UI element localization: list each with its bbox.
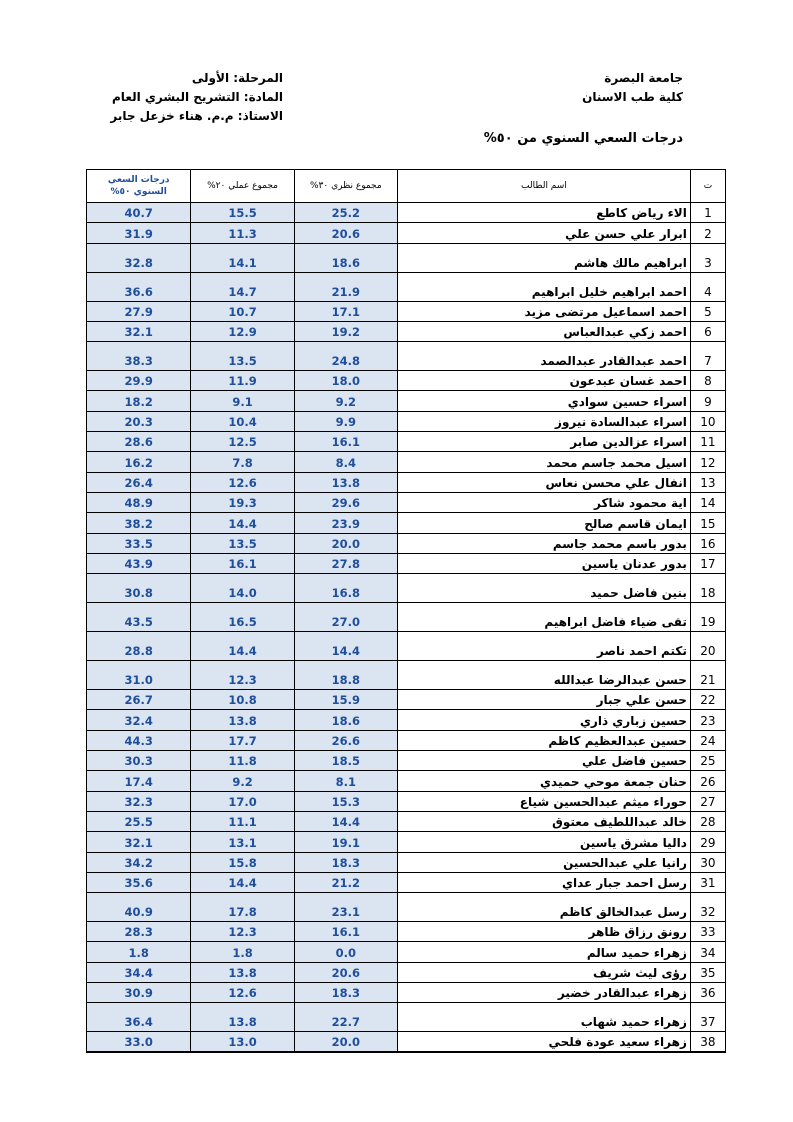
cell-theory-score: 0.0 (294, 942, 397, 962)
cell-practical-score: 14.7 (191, 272, 294, 301)
cell-practical-score: 14.4 (191, 513, 294, 533)
cell-student-no: 22 (690, 690, 725, 710)
table-row (87, 983, 726, 1003)
cell-student-no: 29 (690, 832, 725, 852)
cell-student-no: 5 (690, 301, 725, 321)
cell-student-name: زهراء حميد سالم (397, 942, 690, 962)
cell-practical-score: 13.8 (191, 962, 294, 982)
cell-student-name: احمد غسان عبدعون (397, 371, 690, 391)
cell-practical-score: 13.5 (191, 342, 294, 371)
table-row (87, 492, 726, 512)
cell-theory-score: 16.1 (294, 922, 397, 942)
cell-student-name: احمد زكي عبدالعباس (397, 321, 690, 341)
cell-student-no: 4 (690, 272, 725, 301)
cell-student-no: 33 (690, 922, 725, 942)
subject-label: المادة: التشريح البشري العام (112, 90, 283, 104)
cell-theory-score: 13.8 (294, 472, 397, 492)
table-header-row (87, 170, 726, 203)
cell-student-name: الاء رياض كاطع (397, 203, 690, 223)
table-row (87, 893, 726, 922)
cell-student-name: حسن علي جبار (397, 690, 690, 710)
cell-student-name: بدور باسم محمد جاسم (397, 533, 690, 553)
cell-theory-score: 14.4 (294, 632, 397, 661)
cell-student-name: رانيا علي عبدالحسين (397, 852, 690, 872)
table-row (87, 452, 726, 472)
cell-total-score: 44.3 (87, 730, 191, 750)
cell-student-name: زهراء حميد شهاب (397, 1003, 690, 1032)
table-row (87, 751, 726, 771)
cell-student-no: 16 (690, 533, 725, 553)
cell-theory-score: 15.9 (294, 690, 397, 710)
cell-student-name: انفال علي محسن نعاس (397, 472, 690, 492)
cell-theory-score: 14.4 (294, 811, 397, 831)
cell-theory-score: 18.6 (294, 710, 397, 730)
cell-total-score: 16.2 (87, 452, 191, 472)
cell-student-name: خالد عبداللطيف معتوق (397, 811, 690, 831)
cell-practical-score: 13.1 (191, 832, 294, 852)
cell-student-no: 38 (690, 1032, 725, 1052)
cell-theory-score: 17.1 (294, 301, 397, 321)
table-row (87, 603, 726, 632)
cell-student-name: بنين فاضل حميد (397, 574, 690, 603)
header-institution (582, 69, 683, 107)
table-row (87, 730, 726, 750)
cell-student-name: حسين فاضل علي (397, 751, 690, 771)
cell-total-score: 43.5 (87, 603, 191, 632)
cell-student-no: 23 (690, 710, 725, 730)
cell-theory-score: 16.8 (294, 574, 397, 603)
cell-student-no: 32 (690, 893, 725, 922)
cell-theory-score: 22.7 (294, 1003, 397, 1032)
teacher-label: الاستاذ: م.م. هناء خزعل جابر (110, 109, 283, 123)
cell-student-no: 7 (690, 342, 725, 371)
cell-theory-score: 18.6 (294, 243, 397, 272)
cell-student-name: رؤى ليث شريف (397, 962, 690, 982)
cell-total-score: 28.6 (87, 432, 191, 452)
table-row (87, 852, 726, 872)
cell-total-score: 17.4 (87, 771, 191, 791)
table-row (87, 243, 726, 272)
cell-practical-score: 13.8 (191, 1003, 294, 1032)
cell-student-name: اسراء حسين سوادي (397, 391, 690, 411)
cell-student-name: رسل عبدالخالق كاظم (397, 893, 690, 922)
cell-student-no: 35 (690, 962, 725, 982)
cell-theory-score: 9.2 (294, 391, 397, 411)
cell-student-name: رونق رزاق ظاهر (397, 922, 690, 942)
cell-practical-score: 10.8 (191, 690, 294, 710)
table-row (87, 371, 726, 391)
cell-total-score: 30.3 (87, 751, 191, 771)
cell-student-no: 18 (690, 574, 725, 603)
cell-theory-score: 18.8 (294, 661, 397, 690)
cell-student-no: 30 (690, 852, 725, 872)
cell-student-name: زهراء عبدالقادر خضير (397, 983, 690, 1003)
cell-student-name: احمد اسماعيل مرتضى مزيد (397, 301, 690, 321)
cell-practical-score: 12.6 (191, 983, 294, 1003)
cell-student-name: اسراء عزالدين صابر (397, 432, 690, 452)
cell-student-no: 10 (690, 411, 725, 431)
cell-theory-score: 8.4 (294, 452, 397, 472)
cell-total-score: 28.3 (87, 922, 191, 942)
stage-label: المرحلة: الأولى (191, 71, 283, 85)
table-row (87, 661, 726, 690)
cell-student-name: زهراء سعيد عودة فلحي (397, 1032, 690, 1052)
table-row (87, 962, 726, 982)
cell-practical-score: 10.4 (191, 411, 294, 431)
university-name: جامعة البصرة (604, 71, 683, 85)
cell-practical-score: 11.3 (191, 223, 294, 243)
cell-student-no: 14 (690, 492, 725, 512)
table-row (87, 301, 726, 321)
cell-student-no: 37 (690, 1003, 725, 1032)
cell-student-no: 27 (690, 791, 725, 811)
cell-practical-score: 11.1 (191, 811, 294, 831)
document-title: درجات السعي السنوي من ٥٠% (483, 131, 683, 146)
cell-practical-score: 12.9 (191, 321, 294, 341)
cell-practical-score: 15.8 (191, 852, 294, 872)
cell-theory-score: 27.0 (294, 603, 397, 632)
cell-student-no: 31 (690, 872, 725, 892)
cell-student-name: ابرار علي حسن علي (397, 223, 690, 243)
cell-theory-score: 20.6 (294, 962, 397, 982)
cell-theory-score: 9.9 (294, 411, 397, 431)
cell-practical-score: 13.8 (191, 710, 294, 730)
column-header-no: ت (690, 170, 725, 203)
table-row (87, 513, 726, 533)
cell-total-score: 31.0 (87, 661, 191, 690)
cell-practical-score: 17.8 (191, 893, 294, 922)
cell-practical-score: 16.5 (191, 603, 294, 632)
cell-student-no: 15 (690, 513, 725, 533)
cell-theory-score: 20.6 (294, 223, 397, 243)
cell-theory-score: 20.0 (294, 1032, 397, 1052)
cell-student-name: حوراء ميثم عبدالحسين شياع (397, 791, 690, 811)
table-row (87, 1003, 726, 1032)
cell-student-no: 2 (690, 223, 725, 243)
cell-theory-score: 20.0 (294, 533, 397, 553)
cell-student-name: اسراء عبدالسادة نيروز (397, 411, 690, 431)
cell-total-score: 29.9 (87, 371, 191, 391)
cell-student-no: 28 (690, 811, 725, 831)
cell-total-score: 38.3 (87, 342, 191, 371)
grades-table (86, 169, 726, 1053)
cell-practical-score: 9.2 (191, 771, 294, 791)
cell-total-score: 34.4 (87, 962, 191, 982)
table-row (87, 690, 726, 710)
cell-practical-score: 16.1 (191, 553, 294, 573)
table-row (87, 203, 726, 223)
cell-theory-score: 19.2 (294, 321, 397, 341)
cell-student-name: تكتم احمد ناصر (397, 632, 690, 661)
cell-theory-score: 25.2 (294, 203, 397, 223)
cell-theory-score: 29.6 (294, 492, 397, 512)
cell-theory-score: 27.8 (294, 553, 397, 573)
cell-student-no: 11 (690, 432, 725, 452)
cell-total-score: 48.9 (87, 492, 191, 512)
table-row (87, 411, 726, 431)
cell-theory-score: 8.1 (294, 771, 397, 791)
column-header-theory: مجموع نظري ٣٠% (294, 170, 397, 203)
cell-theory-score: 18.0 (294, 371, 397, 391)
cell-student-no: 26 (690, 771, 725, 791)
cell-student-name: اسيل محمد جاسم محمد (397, 452, 690, 472)
cell-practical-score: 17.7 (191, 730, 294, 750)
cell-total-score: 18.2 (87, 391, 191, 411)
cell-theory-score: 19.1 (294, 832, 397, 852)
table-row (87, 533, 726, 553)
cell-practical-score: 11.8 (191, 751, 294, 771)
cell-total-score: 26.7 (87, 690, 191, 710)
cell-total-score: 1.8 (87, 942, 191, 962)
cell-student-name: حنان جمعة موحي حميدي (397, 771, 690, 791)
cell-theory-score: 15.3 (294, 791, 397, 811)
cell-total-score: 20.3 (87, 411, 191, 431)
cell-student-name: حسن عبدالرضا عبدالله (397, 661, 690, 690)
cell-student-no: 12 (690, 452, 725, 472)
cell-practical-score: 14.4 (191, 872, 294, 892)
cell-total-score: 30.8 (87, 574, 191, 603)
cell-student-no: 20 (690, 632, 725, 661)
cell-student-no: 3 (690, 243, 725, 272)
cell-total-score: 30.9 (87, 983, 191, 1003)
cell-total-score: 32.4 (87, 710, 191, 730)
cell-total-score: 32.3 (87, 791, 191, 811)
cell-student-name: اية محمود شاكر (397, 492, 690, 512)
cell-theory-score: 21.2 (294, 872, 397, 892)
cell-student-no: 9 (690, 391, 725, 411)
table-body (87, 203, 726, 1053)
cell-total-score: 35.6 (87, 872, 191, 892)
table-row (87, 391, 726, 411)
column-header-name: اسم الطالب (397, 170, 690, 203)
cell-student-no: 21 (690, 661, 725, 690)
cell-theory-score: 18.3 (294, 983, 397, 1003)
cell-total-score: 40.7 (87, 203, 191, 223)
cell-practical-score: 12.5 (191, 432, 294, 452)
table-row (87, 811, 726, 831)
cell-total-score: 32.1 (87, 832, 191, 852)
cell-student-name: داليا مشرق ياسين (397, 832, 690, 852)
cell-total-score: 43.9 (87, 553, 191, 573)
table-row (87, 710, 726, 730)
header-course-info (110, 69, 283, 126)
cell-theory-score: 23.1 (294, 893, 397, 922)
cell-practical-score: 12.6 (191, 472, 294, 492)
column-header-total: درجات السعي السنوي ٥٠% (87, 170, 191, 203)
cell-total-score: 38.2 (87, 513, 191, 533)
cell-student-name: بدور عدنان ياسين (397, 553, 690, 573)
cell-total-score: 25.5 (87, 811, 191, 831)
table-row (87, 942, 726, 962)
cell-total-score: 33.0 (87, 1032, 191, 1052)
table-row (87, 321, 726, 341)
cell-theory-score: 16.1 (294, 432, 397, 452)
table-row (87, 574, 726, 603)
cell-total-score: 27.9 (87, 301, 191, 321)
cell-practical-score: 15.5 (191, 203, 294, 223)
table-row (87, 922, 726, 942)
cell-student-name: حسين عبدالعظيم كاظم (397, 730, 690, 750)
table-row (87, 632, 726, 661)
cell-theory-score: 18.3 (294, 852, 397, 872)
cell-practical-score: 9.1 (191, 391, 294, 411)
cell-practical-score: 12.3 (191, 922, 294, 942)
table-row (87, 771, 726, 791)
cell-practical-score: 19.3 (191, 492, 294, 512)
cell-practical-score: 17.0 (191, 791, 294, 811)
cell-student-name: رسل احمد جبار عداي (397, 872, 690, 892)
cell-theory-score: 18.5 (294, 751, 397, 771)
cell-total-score: 31.9 (87, 223, 191, 243)
cell-theory-score: 23.9 (294, 513, 397, 533)
cell-practical-score: 11.9 (191, 371, 294, 391)
cell-practical-score: 7.8 (191, 452, 294, 472)
cell-student-name: تقى ضياء فاضل ابراهيم (397, 603, 690, 632)
table-row (87, 432, 726, 452)
cell-total-score: 32.8 (87, 243, 191, 272)
cell-practical-score: 10.7 (191, 301, 294, 321)
cell-practical-score: 13.0 (191, 1032, 294, 1052)
table-row (87, 553, 726, 573)
cell-student-no: 13 (690, 472, 725, 492)
cell-total-score: 34.2 (87, 852, 191, 872)
cell-student-no: 1 (690, 203, 725, 223)
cell-student-name: حسين زباري ذاري (397, 710, 690, 730)
cell-total-score: 28.8 (87, 632, 191, 661)
table-row (87, 472, 726, 492)
cell-theory-score: 24.8 (294, 342, 397, 371)
cell-student-no: 6 (690, 321, 725, 341)
cell-student-name: ابراهيم مالك هاشم (397, 243, 690, 272)
cell-theory-score: 21.9 (294, 272, 397, 301)
cell-practical-score: 14.4 (191, 632, 294, 661)
cell-total-score: 36.6 (87, 272, 191, 301)
table-row (87, 832, 726, 852)
cell-theory-score: 26.6 (294, 730, 397, 750)
cell-student-no: 8 (690, 371, 725, 391)
cell-student-name: احمد عبدالقادر عبدالصمد (397, 342, 690, 371)
cell-student-name: احمد ابراهيم خليل ابراهيم (397, 272, 690, 301)
table-row (87, 1032, 726, 1052)
cell-practical-score: 1.8 (191, 942, 294, 962)
cell-practical-score: 12.3 (191, 661, 294, 690)
cell-student-name: ايمان قاسم صالح (397, 513, 690, 533)
cell-practical-score: 14.0 (191, 574, 294, 603)
table-row (87, 272, 726, 301)
cell-total-score: 26.4 (87, 472, 191, 492)
cell-student-no: 19 (690, 603, 725, 632)
table-row (87, 342, 726, 371)
cell-student-no: 24 (690, 730, 725, 750)
table-row (87, 872, 726, 892)
table-row (87, 791, 726, 811)
cell-total-score: 33.5 (87, 533, 191, 553)
cell-total-score: 36.4 (87, 1003, 191, 1032)
cell-student-no: 36 (690, 983, 725, 1003)
cell-practical-score: 13.5 (191, 533, 294, 553)
cell-student-no: 17 (690, 553, 725, 573)
cell-student-no: 34 (690, 942, 725, 962)
cell-practical-score: 14.1 (191, 243, 294, 272)
table-row (87, 223, 726, 243)
college-name: كلية طب الاسنان (582, 90, 683, 104)
cell-total-score: 40.9 (87, 893, 191, 922)
cell-student-no: 25 (690, 751, 725, 771)
column-header-practical: مجموع عملي ٢٠% (191, 170, 294, 203)
cell-total-score: 32.1 (87, 321, 191, 341)
